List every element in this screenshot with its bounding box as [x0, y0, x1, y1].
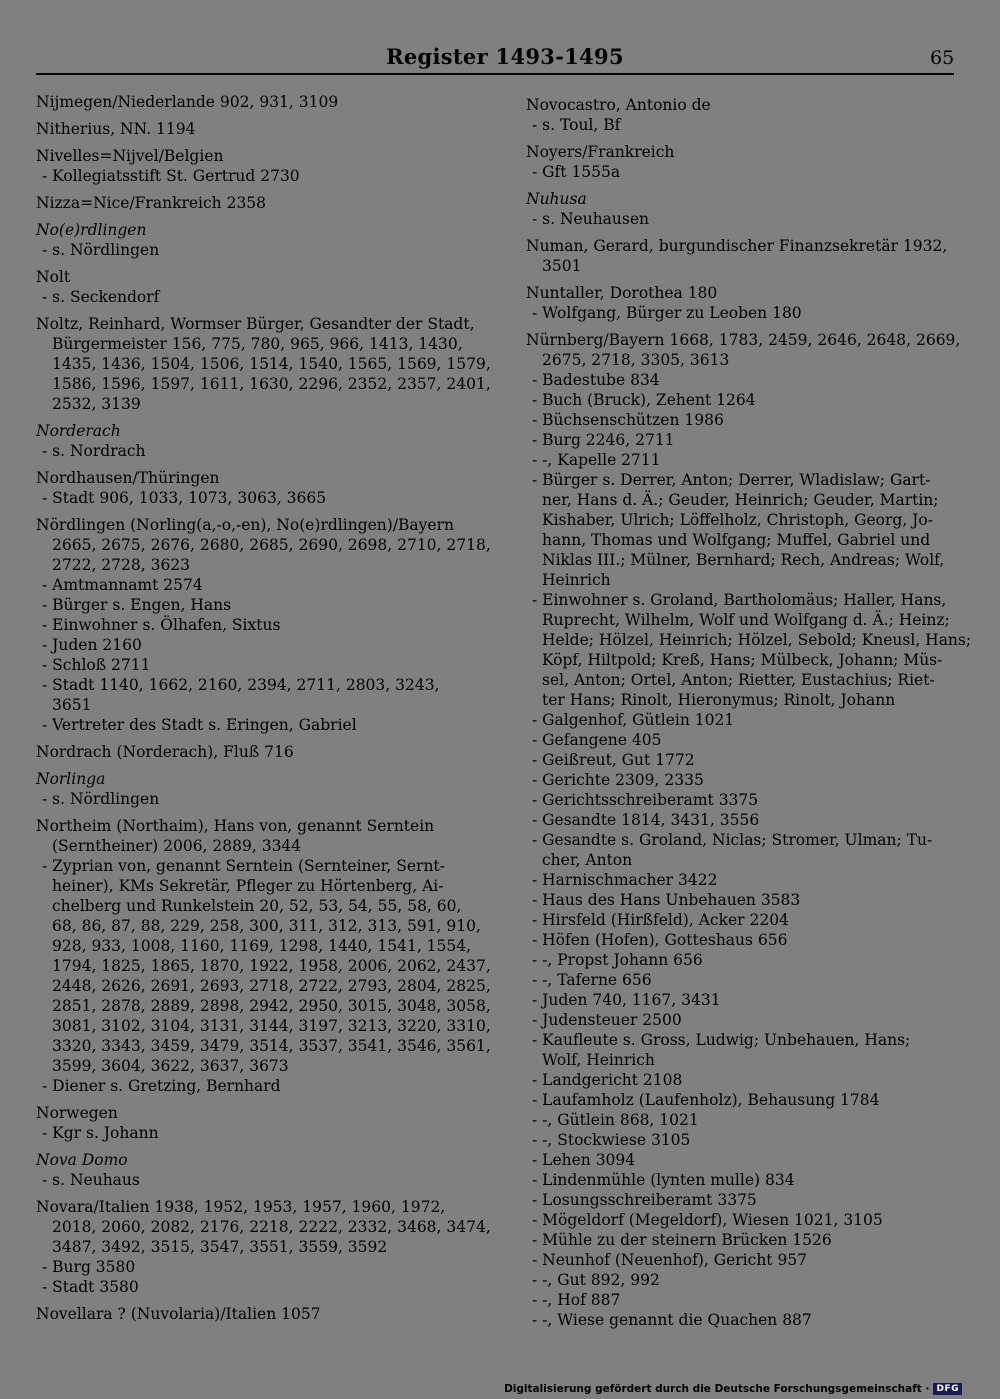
entry-heading: Nuntaller, Dorothea 180	[526, 284, 718, 302]
entry-line: - Galgenhof, Gütlein 1021	[532, 711, 735, 729]
entry-line: - Gesandte 1814, 3431, 3556	[532, 811, 760, 829]
entry-line: - Gesandte s. Groland, Niclas; Stromer, Ulman; Tu-	[532, 831, 933, 849]
index-entry	[36, 515, 491, 735]
entry-line: ner, Hans d. Ä.; Geuder, Heinrich; Geuder, Martin;	[542, 491, 939, 509]
entry-line: 2665, 2675, 2676, 2680, 2685, 2690, 2698, 2710, 2718,	[52, 536, 491, 554]
entry-line: - Haus des Hans Unbehauen 3583	[532, 891, 801, 909]
entry-heading: Numan, Gerard, burgundischer Finanzsekretär 1932,	[526, 237, 948, 255]
entry-line: - s. Nordrach	[42, 442, 146, 460]
entry-heading: Nordhausen/Thüringen	[36, 469, 220, 487]
index-entry	[526, 189, 954, 229]
entry-line: 2448, 2626, 2691, 2693, 2718, 2722, 2793, 2804, 2825,	[52, 977, 491, 995]
entry-line: 1586, 1596, 1597, 1611, 1630, 2296, 2352, 2357, 2401,	[52, 375, 491, 393]
entry-line: - Kgr s. Johann	[42, 1124, 159, 1142]
entry-line: Helde; Hölzel, Heinrich; Hölzel, Sebold; Kneusl, Hans;	[542, 631, 972, 649]
entry-line: - s. Neuhausen	[532, 210, 650, 228]
entry-line: - Juden 740, 1167, 3431	[532, 991, 721, 1009]
entry-line: heiner), KMs Sekretär, Pfleger zu Hörtenberg, Ai-	[52, 877, 444, 895]
entry-line: - s. Toul, Bf	[532, 116, 621, 134]
entry-line: - Kollegiatsstift St. Gertrud 2730	[42, 167, 300, 185]
entry-line: - Einwohner s. Ölhafen, Sixtus	[42, 616, 281, 634]
entry-line: 3501	[542, 257, 582, 275]
entry-heading: Nova Domo	[36, 1151, 128, 1169]
entry-heading: Nijmegen/Niederlande 902, 931, 3109	[36, 93, 339, 111]
entry-line: - -, Taferne 656	[532, 971, 652, 989]
index-entry	[526, 236, 954, 276]
entry-line: - -, Stockwiese 3105	[532, 1131, 691, 1149]
entry-heading: Novara/Italien 1938, 1952, 1953, 1957, 1960, 1972,	[36, 1198, 446, 1216]
entry-heading: Norwegen	[36, 1104, 118, 1122]
entry-heading: Noyers/Frankreich	[526, 143, 675, 161]
entry-line: - Zyprian von, genannt Serntein (Sernteiner, Sernt-	[42, 857, 445, 875]
entry-line: 1435, 1436, 1504, 1506, 1514, 1540, 1565, 1569, 1579,	[52, 355, 491, 373]
entry-line: - Landgericht 2108	[532, 1071, 683, 1089]
entry-line: - Wolfgang, Bürger zu Leoben 180	[532, 304, 802, 322]
right-column	[526, 95, 972, 1337]
entry-heading: Noltz, Reinhard, Wormser Bürger, Gesandter der Stadt,	[36, 315, 475, 333]
entry-line: - Juden 2160	[42, 636, 142, 654]
index-entry	[36, 1150, 466, 1190]
entry-line: - Burg 3580	[42, 1258, 136, 1276]
left-column	[36, 92, 491, 1331]
entry-line: cher, Anton	[542, 851, 633, 869]
entry-line: 68, 86, 87, 88, 229, 258, 300, 311, 312, 313, 591, 910,	[52, 917, 481, 935]
entry-line: hann, Thomas und Wolfgang; Muffel, Gabriel und	[542, 531, 931, 549]
entry-line: - Stadt 906, 1033, 1073, 3063, 3665	[42, 489, 327, 507]
entry-heading: Nitherius, NN. 1194	[36, 120, 196, 138]
entry-line: - Kaufleute s. Gross, Ludwig; Unbehauen, Hans;	[532, 1031, 911, 1049]
entry-line: 3651	[52, 696, 92, 714]
entry-line: - Gefangene 405	[532, 731, 662, 749]
index-entry	[36, 1197, 491, 1297]
entry-heading: Norderach	[36, 422, 121, 440]
entry-line: ter Hans; Rinolt, Hieronymus; Rinolt, Johann	[542, 691, 896, 709]
index-entry	[36, 314, 491, 414]
entry-line: - Laufamholz (Laufenholz), Behausung 1784	[532, 1091, 880, 1109]
entry-line: - Gerichte 2309, 2335	[532, 771, 704, 789]
entry-heading: Nürnberg/Bayern 1668, 1783, 2459, 2646, 2648, 2669,	[526, 331, 961, 349]
entry-line: 2018, 2060, 2082, 2176, 2218, 2222, 2332, 3468, 3474,	[52, 1218, 491, 1236]
footer-text: Digitalisierung gefördert durch die Deutsche Forschungsgemeinschaft ·	[504, 1383, 930, 1395]
entry-line: - Lindenmühle (lynten mulle) 834	[532, 1171, 795, 1189]
entry-line: 3320, 3343, 3459, 3479, 3514, 3537, 3541, 3546, 3561,	[52, 1037, 491, 1055]
entry-line: 2675, 2718, 3305, 3613	[542, 351, 730, 369]
entry-line: - -, Gut 892, 992	[532, 1271, 660, 1289]
index-entry	[36, 193, 466, 213]
entry-line: - Harnischmacher 3422	[532, 871, 718, 889]
index-entry	[36, 220, 466, 260]
entry-heading: No(e)rdlingen	[36, 221, 147, 239]
entry-line: (Serntheiner) 2006, 2889, 3344	[52, 837, 302, 855]
entry-line: - Bürger s. Engen, Hans	[42, 596, 232, 614]
entry-line: - Einwohner s. Groland, Bartholomäus; Haller, Hans,	[532, 591, 947, 609]
entry-line: 1794, 1825, 1865, 1870, 1922, 1958, 2006, 2062, 2437,	[52, 957, 491, 975]
entry-line: - -, Wiese genannt die Quachen 887	[532, 1311, 812, 1329]
entry-heading: Nolt	[36, 268, 71, 286]
entry-line: 2532, 3139	[52, 395, 141, 413]
entry-line: Kishaber, Ulrich; Löffelholz, Christoph, Georg, Jo-	[542, 511, 933, 529]
entry-line: - -, Hof 887	[532, 1291, 621, 1309]
index-entry	[526, 142, 954, 182]
index-entry	[36, 146, 466, 186]
entry-line: Wolf, Heinrich	[542, 1051, 655, 1069]
entry-line: Köpf, Hiltpold; Kreß, Hans; Mülbeck, Johann; Müs-	[542, 651, 943, 669]
entry-line: 928, 933, 1008, 1160, 1169, 1298, 1440, 1541, 1554,	[52, 937, 472, 955]
entry-line: Heinrich	[542, 571, 611, 589]
entry-line: - Stadt 3580	[42, 1278, 139, 1296]
entry-line: 3487, 3492, 3515, 3547, 3551, 3559, 3592	[52, 1238, 388, 1256]
entry-line: - Büchsenschützen 1986	[532, 411, 724, 429]
entry-line: sel, Anton; Ortel, Anton; Rietter, Eustachius; Riet-	[542, 671, 935, 689]
index-entry	[36, 92, 466, 112]
entry-line: 3599, 3604, 3622, 3637, 3673	[52, 1057, 289, 1075]
entry-line: - Geißreut, Gut 1772	[532, 751, 695, 769]
entry-line: - Lehen 3094	[532, 1151, 636, 1169]
index-entry	[36, 769, 466, 809]
entry-line: - Hirsfeld (Hirßfeld), Acker 2204	[532, 911, 789, 929]
entry-heading: Nordrach (Norderach), Fluß 716	[36, 743, 294, 761]
entry-line: - Vertreter des Stadt s. Eringen, Gabriel	[42, 716, 357, 734]
index-entry	[526, 283, 954, 323]
entry-heading: Novocastro, Antonio de	[526, 96, 711, 114]
entry-line: - Burg 2246, 2711	[532, 431, 675, 449]
entry-line: 3081, 3102, 3104, 3131, 3144, 3197, 3213, 3220, 3310,	[52, 1017, 491, 1035]
index-entry	[36, 1103, 466, 1143]
entry-line: - s. Nördlingen	[42, 241, 160, 259]
entry-heading: Nuhusa	[526, 190, 587, 208]
index-entry	[36, 421, 466, 461]
entry-heading: Nivelles=Nijvel/Belgien	[36, 147, 224, 165]
entry-line: - Bürger s. Derrer, Anton; Derrer, Wladislaw; Gart-	[532, 471, 931, 489]
entry-line: - Buch (Bruck), Zehent 1264	[532, 391, 756, 409]
entry-line: - Mühle zu der steinern Brücken 1526	[532, 1231, 832, 1249]
index-entry	[36, 816, 491, 1096]
index-entry	[526, 95, 954, 135]
page-title: Register 1493-1495	[386, 44, 624, 69]
header-rule	[36, 73, 954, 75]
entry-line: - Gft 1555a	[532, 163, 621, 181]
entry-line: - Gerichtsschreiberamt 3375	[532, 791, 759, 809]
entry-line: - Mögeldorf (Megeldorf), Wiesen 1021, 3105	[532, 1211, 883, 1229]
dfg-logo: DFG	[933, 1383, 962, 1395]
entry-line: Bürgermeister 156, 775, 780, 965, 966, 1413, 1430,	[52, 335, 463, 353]
entry-line: - Amtmannamt 2574	[42, 576, 203, 594]
entry-line: - s. Neuhaus	[42, 1171, 140, 1189]
entry-heading: Nördlingen (Norling(a,-o,-en), No(e)rdlingen)/Bayern	[36, 516, 454, 534]
index-entry	[36, 1304, 466, 1324]
entry-line: - s. Nördlingen	[42, 790, 160, 808]
index-entry	[36, 468, 466, 508]
index-entry	[36, 119, 466, 139]
entry-line: - Neunhof (Neuenhof), Gericht 957	[532, 1251, 808, 1269]
page-number: 65	[930, 47, 955, 69]
entry-heading: Novellara ? (Nuvolaria)/Italien 1057	[36, 1305, 321, 1323]
entry-line: - Losungsschreiberamt 3375	[532, 1191, 757, 1209]
entry-heading: Northeim (Northaim), Hans von, genannt Serntein	[36, 817, 435, 835]
index-entry	[526, 330, 972, 1330]
entry-line: - -, Gütlein 868, 1021	[532, 1111, 699, 1129]
entry-line: - Diener s. Gretzing, Bernhard	[42, 1077, 281, 1095]
entry-line: 2851, 2878, 2889, 2898, 2942, 2950, 3015, 3048, 3058,	[52, 997, 491, 1015]
entry-line: Niklas III.; Mülner, Bernhard; Rech, Andreas; Wolf,	[542, 551, 945, 569]
entry-line: - Höfen (Hofen), Gotteshaus 656	[532, 931, 788, 949]
entry-heading: Nizza=Nice/Frankreich 2358	[36, 194, 267, 212]
index-entry	[36, 742, 466, 762]
footer	[504, 1381, 962, 1397]
index-entry	[36, 267, 466, 307]
entry-line: - s. Seckendorf	[42, 288, 160, 306]
entry-line: - Schloß 2711	[42, 656, 151, 674]
entry-line: Ruprecht, Wilhelm, Wolf und Wolfgang d. Ä.; Heinz;	[542, 611, 950, 629]
entry-line: - -, Kapelle 2711	[532, 451, 661, 469]
entry-line: 2722, 2728, 3623	[52, 556, 191, 574]
entry-line: - Stadt 1140, 1662, 2160, 2394, 2711, 2803, 3243,	[42, 676, 440, 694]
entry-line: - Badestube 834	[532, 371, 660, 389]
entry-line: chelberg und Runkelstein 20, 52, 53, 54, 55, 58, 60,	[52, 897, 462, 915]
entry-line: - -, Propst Johann 656	[532, 951, 703, 969]
entry-line: - Judensteuer 2500	[532, 1011, 682, 1029]
entry-heading: Norlinga	[36, 770, 106, 788]
